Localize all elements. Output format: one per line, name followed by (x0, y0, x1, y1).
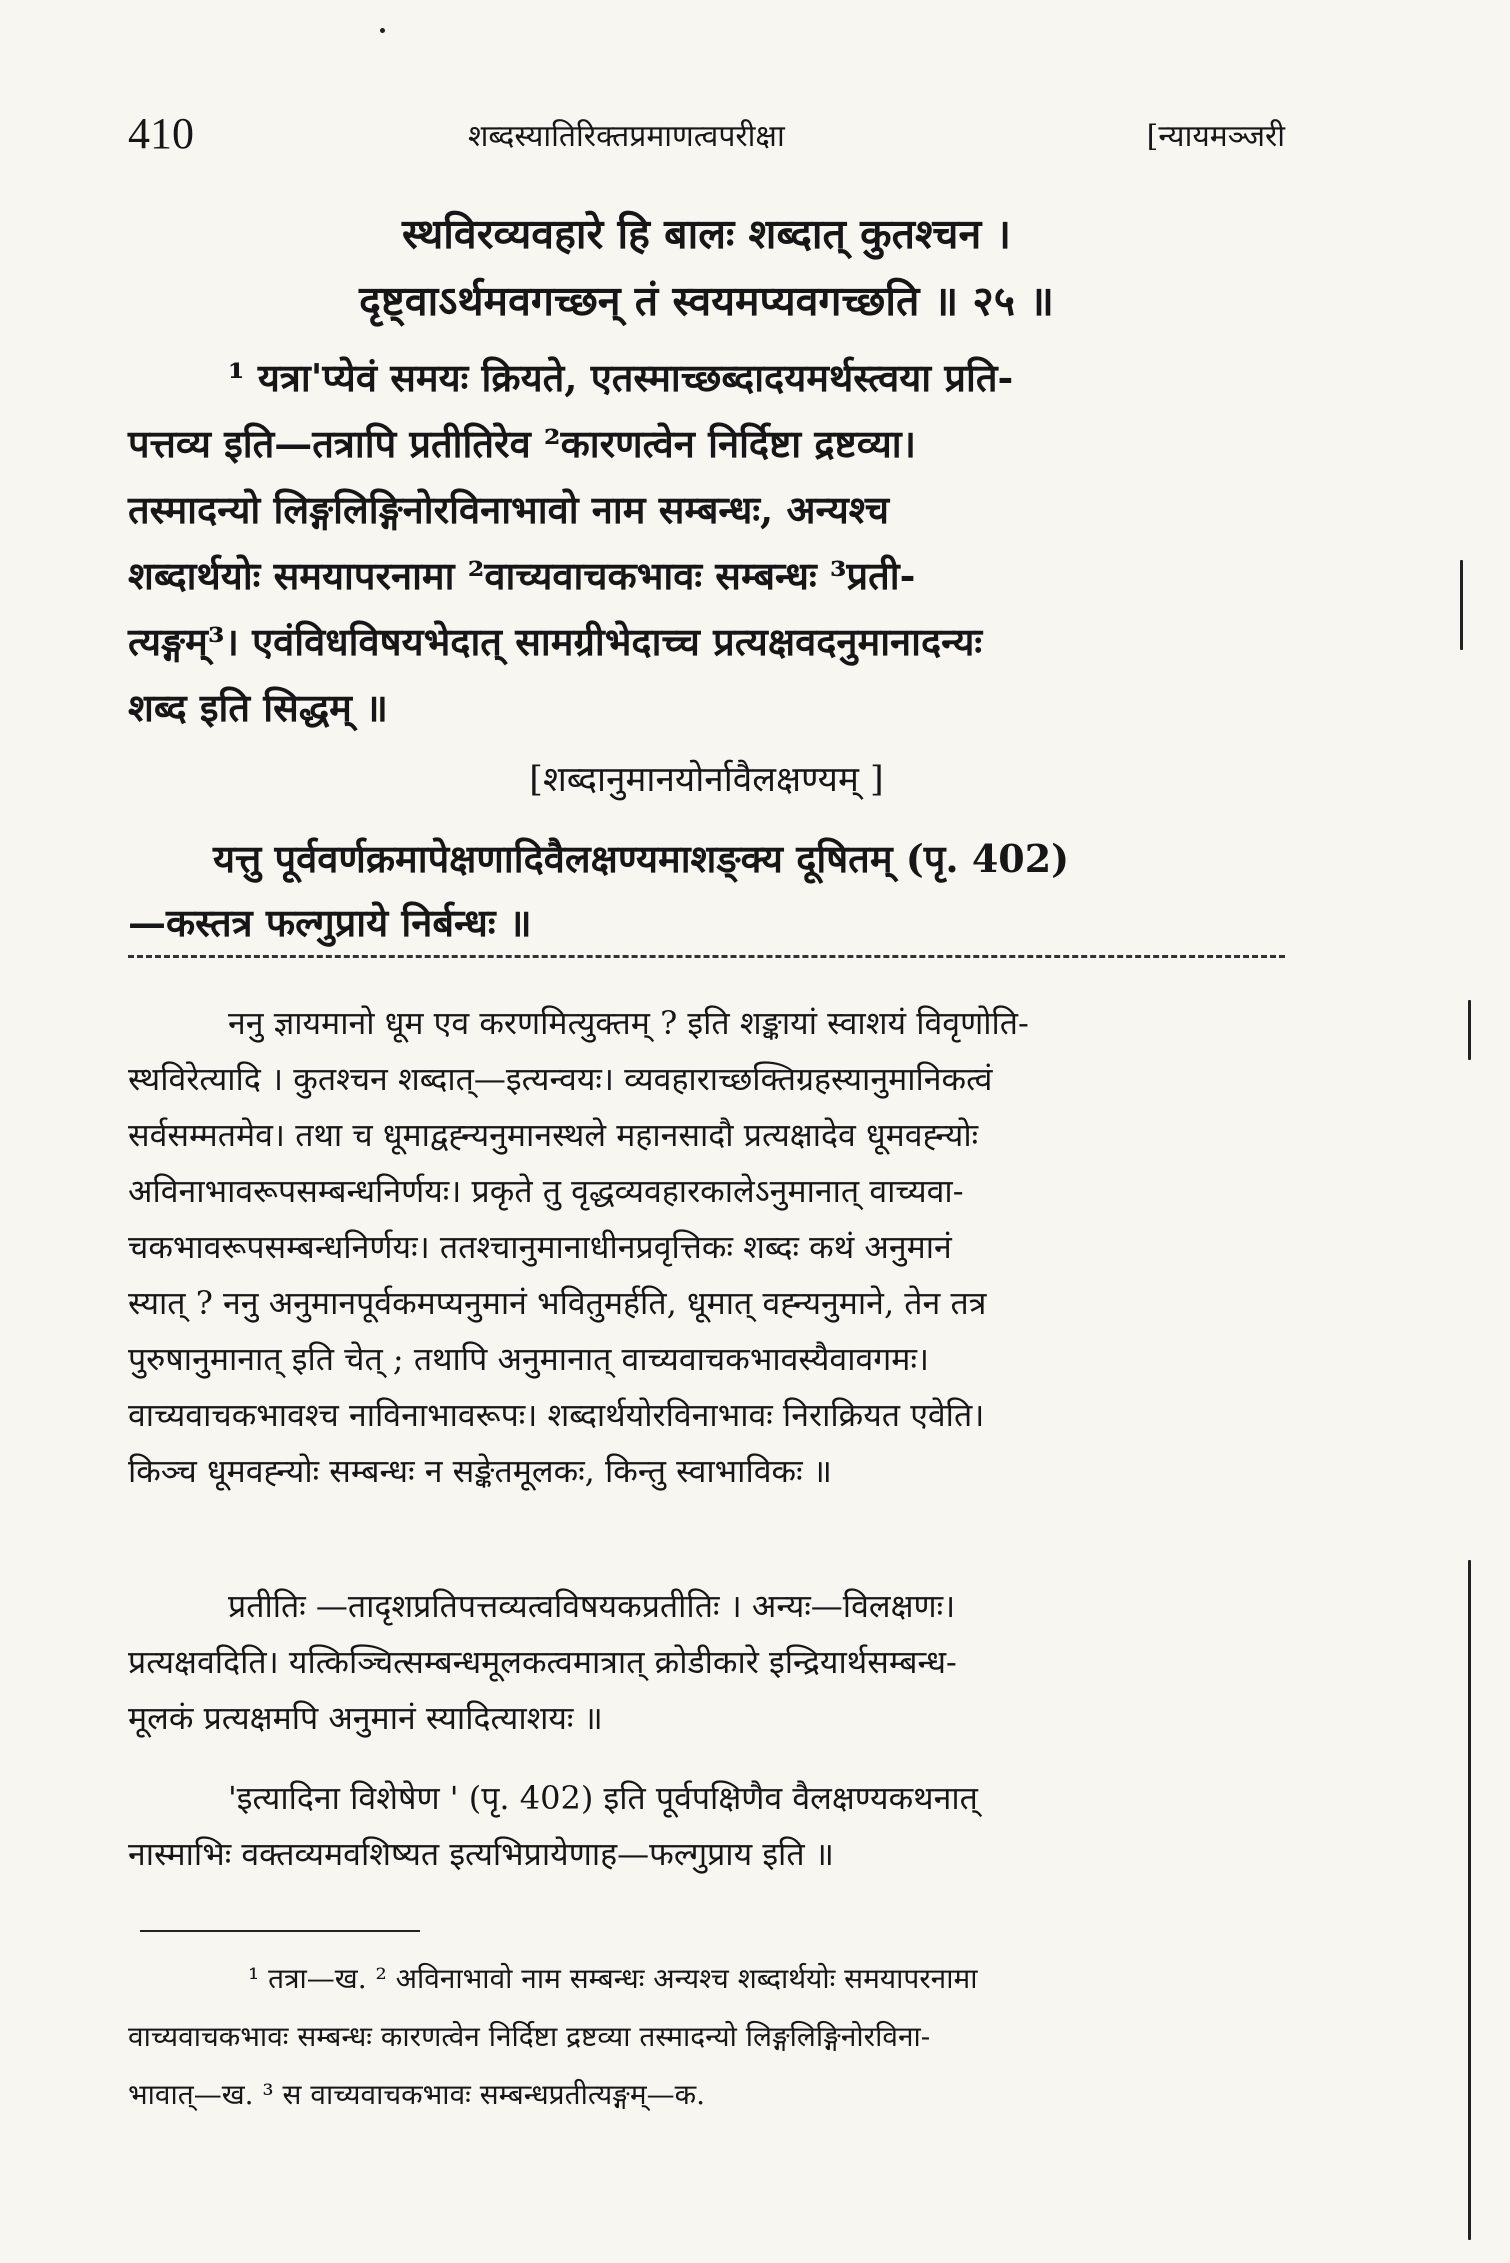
commentary-paragraph-2 (128, 1578, 1285, 1746)
commentary-line: अविनाभावरूपसम्बन्धनिर्णयः। प्रकृते तु वृद्धव्यवहारकालेऽनुमानात् वाच्यवा- (128, 1172, 964, 1210)
commentary-line: नास्माभिः वक्तव्यमवशिष्यत इत्यभिप्रायेणाह—फल्गुप्राय इति ॥ (128, 1835, 834, 1873)
footnote-line: भावात्—ख. ³ स वाच्यवाचकभावः सम्बन्धप्रतीत्यङ्गम्—क. (128, 2078, 706, 2111)
main-paragraph (128, 345, 1285, 741)
scan-speckle (1460, 560, 1463, 650)
page-number: 410 (128, 109, 194, 158)
footnote-rule (140, 1930, 420, 1932)
main-line: ¹ यत्रा'प्येवं समयः क्रियते, एतस्माच्छब्दादयमर्थस्त्वया प्रति- (228, 355, 1014, 400)
main-line: शब्द इति सिद्धम् ॥ (128, 685, 388, 730)
footnote-line: वाच्यवाचकभावः सम्बन्धः कारणत्वेन निर्दिष्टा द्रष्टव्या तस्मादन्यो लिङ्गलिङ्गिनोरविना- (128, 2020, 931, 2053)
book-section: [न्यायमञ्जरी (1146, 119, 1285, 154)
footnote-line: ¹ तत्रा—ख. ² अविनाभावो नाम सम्बन्धः अन्यश्च शब्दार्थयोः समयापरनामा (248, 1962, 978, 1995)
scan-speckle (1468, 1560, 1471, 2240)
main-line: तस्मादन्यो लिङ्गलिङ्गिनोरविनाभावो नाम सम्बन्धः, अन्यश्च (128, 487, 890, 532)
commentary-line: किञ्च धूमवह्न्योः सम्बन्धः न सङ्केतमूलकः, किन्तु स्वाभाविकः ॥ (128, 1452, 832, 1490)
commentary-line: वाच्यवाचकभावश्च नाविनाभावरूपः। शब्दार्थयोरविनाभावः निराक्रियत एवेति। (128, 1396, 985, 1434)
commentary-line: 'इत्यादिना विशेषेण ' (पृ. 402) इति पूर्वपक्षिणैव वैलक्षण्यकथनात् (228, 1779, 978, 1817)
para-line: —कस्तत्र फल्गुप्राये निर्बन्धः ॥ (128, 900, 532, 945)
commentary-paragraph-1 (128, 995, 1285, 1499)
page-header (128, 108, 1285, 168)
paragraph-after-heading (128, 827, 1285, 955)
commentary-line: स्थविरेत्यादि । कुतश्चन शब्दात्—इत्यन्वयः। व्यवहाराच्छक्तिग्रहस्यानुमानिकत्वं (128, 1060, 993, 1098)
scan-speckle (1468, 1000, 1471, 1060)
main-line: त्यङ्गम्³। एवंविधविषयभेदात् सामग्रीभेदाच्च प्रत्यक्षवदनुमानादन्यः (128, 619, 983, 664)
commentary-paragraph-3 (128, 1770, 1285, 1882)
section-heading: [शब्दानुमानयोर्नावैलक्षण्यम् ] (529, 760, 884, 800)
verse-line-2: दृष्ट्वाऽर्थमवगच्छन् तं स्वयमप्यवगच्छति ॥ २५ ॥ (359, 277, 1054, 325)
verse-line-1: स्थविरव्यवहारे हि बालः शब्दात् कुतश्चन । (401, 210, 1012, 258)
commentary-line: ननु ज्ञायमानो धूम एव करणमित्युक्तम् ? इति शङ्कायां स्वाशयं विवृणोति- (228, 1004, 1029, 1042)
commentary-line: प्रत्यक्षवदिति। यत्किञ्चित्सम्बन्धमूलकत्वमात्रात् क्रोडीकारे इन्द्रियार्थसम्बन्ध- (128, 1643, 957, 1681)
footnotes (128, 1950, 1285, 2124)
commentary-line: स्यात् ? ननु अनुमानपूर्वकमप्यनुमानं भवितुमर्हति, धूमात् वह्न्यनुमाने, तेन तत्र (128, 1284, 987, 1322)
commentary-line: मूलकं प्रत्यक्षमपि अनुमानं स्यादित्याशयः ॥ (128, 1699, 603, 1737)
commentary-separator (128, 955, 1285, 958)
scan-speckle (380, 28, 385, 33)
commentary-line: चकभावरूपसम्बन्धनिर्णयः। ततश्चानुमानाधीनप्रवृत्तिकः शब्दः कथं अनुमानं (128, 1228, 952, 1266)
commentary-line: पुरुषानुमानात् इति चेत् ; तथापि अनुमानात् वाच्यवाचकभावस्यैवावगमः। (128, 1340, 930, 1378)
para-line: यत्तु पूर्ववर्णक्रमापेक्षणादिवैलक्षण्यमाशङ्क्य दूषितम् (पृ. 402) (213, 836, 1070, 881)
commentary-line: सर्वसम्मतमेव। तथा च धूमाद्वह्न्यनुमानस्थले महानसादौ प्रत्यक्षादेव धूमवह्न्योः (128, 1116, 979, 1154)
commentary-line: प्रतीतिः —तादृशप्रतिपत्तव्यत्वविषयकप्रतीतिः । अन्यः—विलक्षणः। (228, 1587, 956, 1625)
main-line: पत्तव्य इति—तत्रापि प्रतीतिरेव ²कारणत्वेन निर्दिष्टा द्रष्टव्या। (128, 421, 916, 466)
main-line: शब्दार्थयोः समयापरनामा ²वाच्यवाचकभावः सम्बन्धः ³प्रती- (128, 553, 916, 598)
running-title: शब्दस्यातिरिक्तप्रमाणत्वपरीक्षा (468, 119, 785, 154)
